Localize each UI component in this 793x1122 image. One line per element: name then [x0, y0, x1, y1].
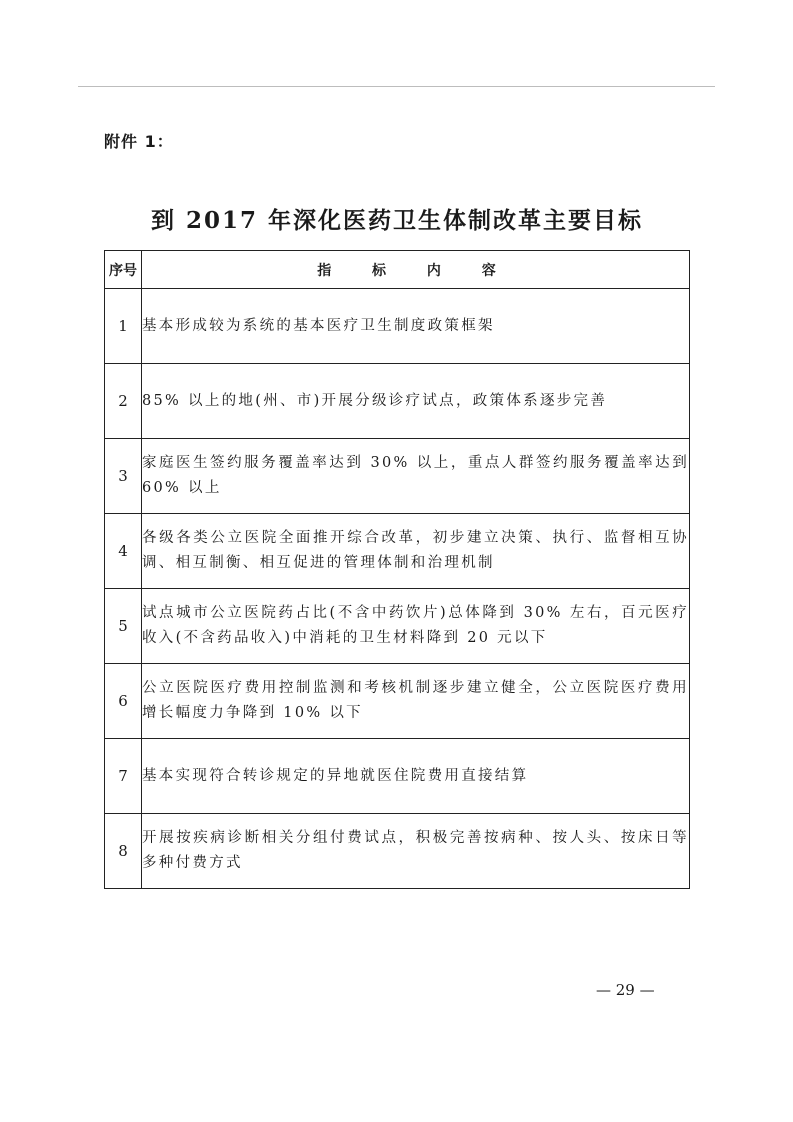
row-number: 8: [105, 814, 142, 889]
document-title: 到 2017 年深化医药卫生体制改革主要目标: [150, 207, 644, 234]
table-row: [105, 364, 690, 439]
row-number: 2: [105, 364, 142, 439]
row-content: 各级各类公立医院全面推开综合改革，初步建立决策、执行、监督相互协调、相互制衡、相互促进的管理体制和治理机制: [142, 514, 690, 589]
table-header-row: [105, 251, 690, 289]
row-content: 家庭医生签约服务覆盖率达到 30% 以上，重点人群签约服务覆盖率达到 60% 以上: [142, 439, 690, 514]
attachment-label: 附件 1：: [104, 132, 174, 151]
row-content: 基本实现符合转诊规定的异地就医住院费用直接结算: [142, 739, 690, 814]
column-header-content: 指 标 内 容: [142, 251, 690, 289]
row-content: 公立医院医疗费用控制监测和考核机制逐步建立健全，公立医院医疗费用增长幅度力争降到 10% 以下: [142, 664, 690, 739]
column-header-number: 序号: [105, 251, 142, 289]
table-row: [105, 439, 690, 514]
row-number: 6: [105, 664, 142, 739]
row-content: 开展按疾病诊断相关分组付费试点，积极完善按病种、按人头、按床日等多种付费方式: [142, 814, 690, 889]
row-number: 5: [105, 589, 142, 664]
row-number: 3: [105, 439, 142, 514]
row-number: 7: [105, 739, 142, 814]
page-number: — 29 —: [596, 981, 655, 999]
row-number: 4: [105, 514, 142, 589]
table-row: [105, 739, 690, 814]
row-number: 1: [105, 289, 142, 364]
table-row: [105, 289, 690, 364]
goals-table: [104, 250, 690, 889]
row-content: 基本形成较为系统的基本医疗卫生制度政策框架: [142, 289, 690, 364]
row-content: 85% 以上的地(州、市)开展分级诊疗试点，政策体系逐步完善: [142, 364, 690, 439]
table-row: [105, 814, 690, 889]
header-rule: [78, 86, 715, 87]
table-row: [105, 664, 690, 739]
row-content: 试点城市公立医院药占比(不含中药饮片)总体降到 30% 左右，百元医疗收入(不含药品收入)中消耗的卫生材料降到 20 元以下: [142, 589, 690, 664]
table-row: [105, 589, 690, 664]
table-row: [105, 514, 690, 589]
